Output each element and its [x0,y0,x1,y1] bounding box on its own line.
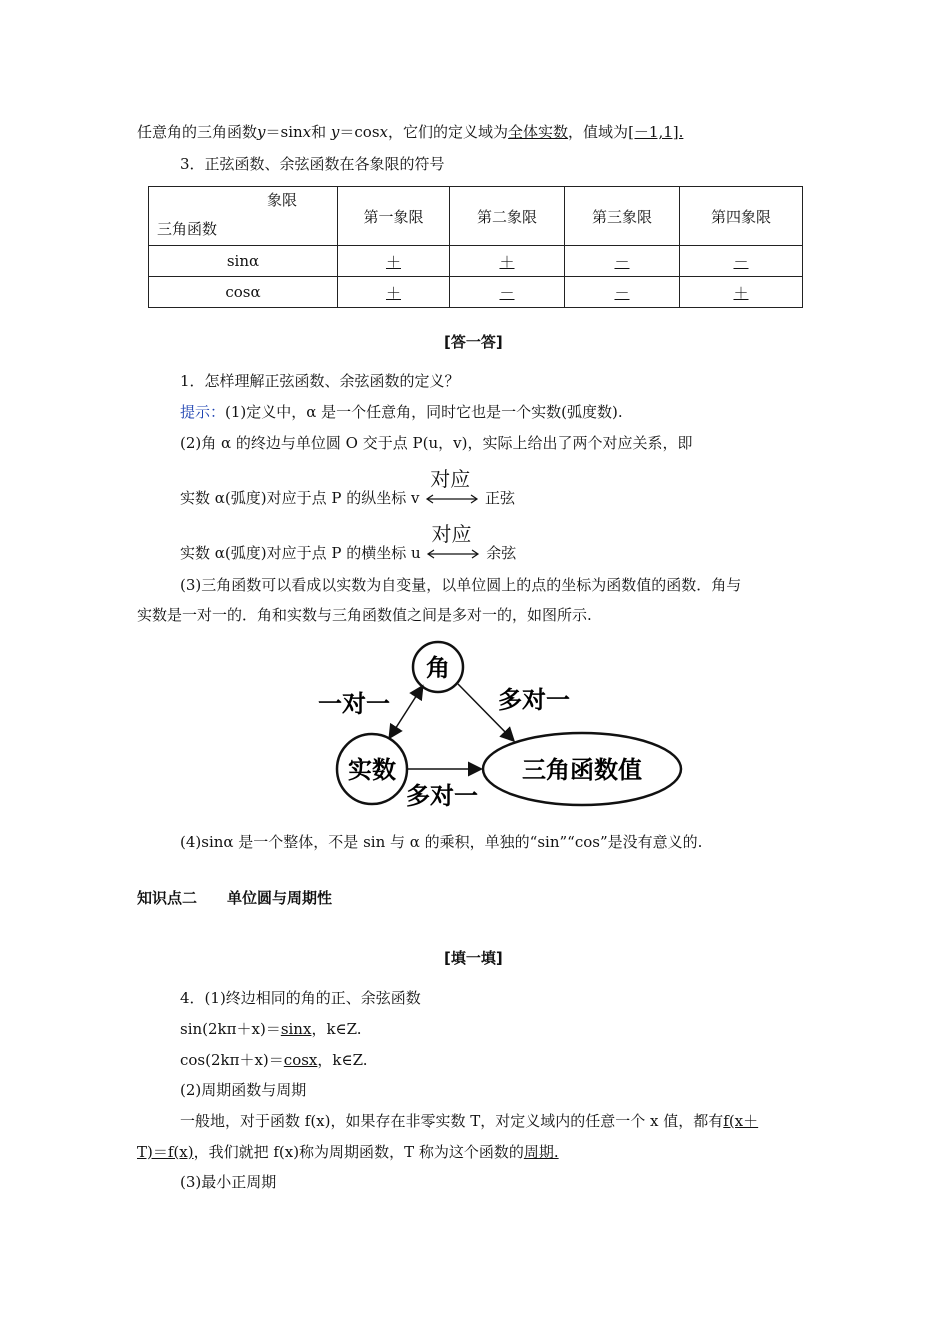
sign-cell: － [565,277,680,308]
mapping-diagram [310,640,690,812]
var-y1: y [257,123,266,141]
answer-range: [－1,1]. [628,123,684,141]
sign-cell: － [565,246,680,277]
answer-1-1-text: (1)定义中，α 是一个任意角，同时它也是一个实数(弧度数). [225,403,623,421]
one-to-one-label: 一对一 [318,690,390,718]
cos-identity-prefix: cos(2kπ＋x)＝ [180,1051,284,1069]
real-label: 实数 [348,756,396,784]
func-cell: sinα [149,246,338,277]
sign-table [148,186,803,308]
corner-bottom: 三角函数 [157,220,218,238]
intro-and: 和 [311,123,327,141]
sign-cell: － [680,246,803,277]
correspondence-cosine [180,522,517,564]
point-4-1: 4．(1)终边相同的角的正、余弦函数 [180,989,421,1007]
one-to-one-arrow [390,687,422,737]
cos-identity-answer: cosx [283,1051,318,1069]
many-to-one-label-top: 多对一 [498,686,570,714]
answer-1-part2: (2)角 α 的终边与单位圆 O 交于点 P(u，v)，实际上给出了两个对应关系，即 [180,434,693,452]
corr2-arrow [425,522,481,564]
angle-label: 角 [426,654,450,682]
intro-mid2: ，值域为 [568,123,629,141]
cos-identity [180,1050,368,1070]
sign-cell: － [450,277,565,308]
point-4-3: (3)最小正周期 [180,1173,277,1191]
double-arrow-icon [425,548,481,560]
sin-identity [180,1019,362,1039]
answer-1-part3-line2: 实数是一对一的．角和实数与三角函数值之间是多对一的，如图所示. [137,606,592,624]
corr1-text: 实数 α(弧度)对应于点 P 的纵坐标 v [180,489,420,507]
period-line1-text: 一般地，对于函数 f(x)，如果存在非零实数 T，对定义域内的任意一个 x 值，都有 [180,1112,724,1130]
corr2-text: 实数 α(弧度)对应于点 P 的横坐标 u [180,544,421,562]
many-to-one-label-bottom: 多对一 [406,782,478,810]
question-1: 1．怎样理解正弦函数、余弦函数的定义？ [180,372,460,390]
qa-heading: [答一答] [444,333,503,351]
sin-identity-prefix: sin(2kπ＋x)＝ [180,1020,281,1038]
period-answer-part1: f(x＋ [723,1112,759,1130]
period-definition-line2 [137,1142,559,1162]
quadrant-header: 第三象限 [565,187,680,246]
sign-cell: ＋ [680,277,803,308]
point-4-2: (2)周期函数与周期 [180,1081,307,1099]
section3-title: 3．正弦函数、余弦函数在各象限的符号 [180,155,445,173]
fill-heading: [填一填] [444,949,503,967]
intro-line [137,122,683,142]
func-cell: cosα [149,277,338,308]
sin-identity-suffix: ，k∈Z. [311,1020,362,1038]
var-x1: x [302,123,312,141]
quadrant-header: 第二象限 [450,187,565,246]
hint-label: 提示： [180,403,226,421]
correspondence-sine [180,467,516,509]
intro-mid: ，它们的定义域为 [388,123,509,141]
corr2-end: 余弦 [486,544,517,562]
corr1-arrow-label: 对应 [430,467,471,491]
answer-1-part4: (4)sinα 是一个整体，不是 sin 与 α 的乘积，单独的“sin”“cos”是没有意义的. [180,833,703,851]
sin-identity-answer: sinx [280,1020,312,1038]
var-x2: x [379,123,389,141]
corr1-end: 正弦 [485,489,516,507]
eq-cos: ＝cos [339,123,380,141]
period-answer-term: 周期. [523,1143,559,1161]
period-definition-line1 [180,1111,758,1131]
quadrant-header: 第一象限 [338,187,450,246]
period-answer-part2: T)＝f(x) [137,1143,194,1161]
quadrant-header: 第四象限 [680,187,803,246]
period-line2-text: ，我们就把 f(x)称为周期函数，T 称为这个函数的 [193,1143,524,1161]
intro-prefix: 任意角的三角函数 [137,123,258,141]
table-row [149,277,803,308]
corr1-arrow [424,467,480,509]
sign-cell: ＋ [450,246,565,277]
var-y2: y [330,123,340,141]
answer-1-part3-line1: (3)三角函数可以看成以实数为自变量，以单位圆上的点的坐标为函数值的函数．角与 [180,576,742,594]
sign-cell: ＋ [338,277,450,308]
answer-1-part1 [180,402,623,422]
table-row [149,246,803,277]
knowledge-point-2-title: 知识点二 单位圆与周期性 [137,889,333,907]
cos-identity-suffix: ，k∈Z. [317,1051,368,1069]
answer-domain: 全体实数 [508,123,569,141]
corr2-arrow-label: 对应 [431,522,472,546]
corner-cell [149,187,338,246]
table-header-row [149,187,803,246]
corner-top: 象限 [266,191,297,209]
double-arrow-icon [424,493,480,505]
eq-sin: ＝sin [265,123,303,141]
sign-cell: ＋ [338,246,450,277]
trig-value-label: 三角函数值 [522,756,642,784]
